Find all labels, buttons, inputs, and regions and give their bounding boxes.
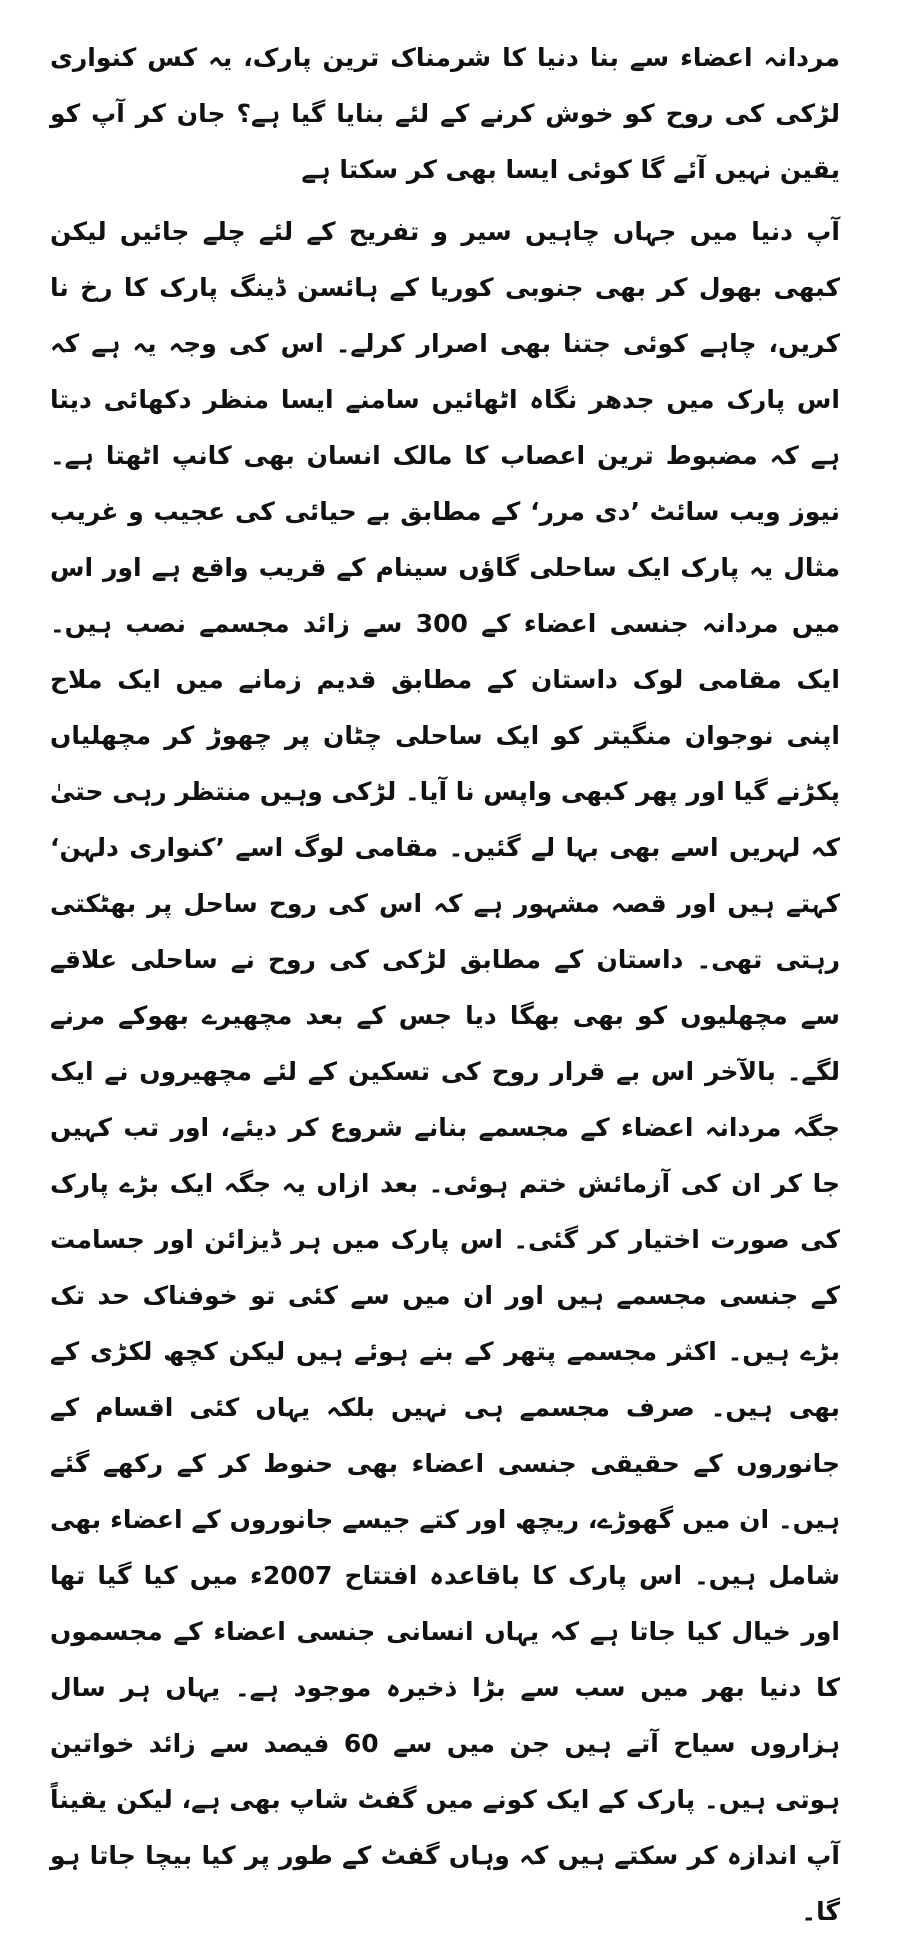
article-headline: مردانہ اعضاء سے بنا دنیا کا شرمناک ترین پارک، یہ کس کنواری لڑکی کی روح کو خوش کرنے کے لئے بنایا گیا ہے؟ جان کر آپ کو یقین نہیں آئے گا کوئی ایسا بھی کر سکتا ہے (50, 43, 840, 184)
article (50, 30, 840, 1940)
article-body: آپ دنیا میں جہاں چاہیں سیر و تفریح کے لئے چلے جائیں لیکن کبھی بھول کر بھی جنوبی کوریا کے ہائسن ڈینگ پارک کا رخ نا کریں، چاہے کوئی جتنا بھی اصرار کرلے۔ اس کی وجہ یہ ہے کہ اس پارک میں جدھر نگاہ اٹھائیں سامنے ایسا منظر دکھائی دیتا ہے کہ مضبوط ترین اعصاب کا مالک انسان بھی کانپ اٹھتا ہے۔ نیوز ویب سائٹ ’دی مرر‘ کے مطابق بے حیائی کی عجیب و غریب مثال یہ پارک ایک ساحلی گاؤں سینام کے قریب واقع ہے اور اس میں مردانہ جنسی اعضاء کے 300 سے زائد مجسمے نصب ہیں۔ ایک مقامی لوک داستان کے مطابق قدیم زمانے میں ایک ملاح اپنی نوجوان منگیتر کو ایک ساحلی چٹان پر چھوڑ کر مچھلیاں پکڑنے گیا اور پھر کبھی واپس نا آیا۔ لڑکی وہیں منتظر رہی حتیٰ کہ لہریں اسے بھی بہا لے گئیں۔ مقامی لوگ اسے ’کنواری دلہن‘ کہتے ہیں اور قصہ مشہور ہے کہ اس کی روح ساحل پر بھٹکتی رہتی تھی۔ داستان کے مطابق لڑکی کی روح نے ساحلی علاقے سے مچھلیوں کو بھی بھگا دیا جس کے بعد مچھیرے بھوکے مرنے لگے۔ بالآخر اس بے قرار روح کی تسکین کے لئے مچھیروں نے ایک جگہ مردانہ اعضاء کے مجسمے بنانے شروع کر دیئے، اور تب کہیں جا کر ان کی آزمائش ختم ہوئی۔ بعد ازاں یہ جگہ ایک بڑے پارک کی صورت اختیار کر گئی۔ اس پارک میں ہر ڈیزائن اور جسامت کے جنسی مجسمے ہیں اور ان میں سے کئی تو خوفناک حد تک بڑے ہیں۔ اکثر مجسمے پتھر کے بنے ہوئے ہیں لیکن کچھ لکڑی کے بھی ہیں۔ صرف مجسمے ہی نہیں بلکہ یہاں کئی اقسام کے جانوروں کے حقیقی جنسی اعضاء بھی حنوط کر کے رکھے گئے ہیں۔ ان میں گھوڑے، ریچھ اور کتے جیسے جانوروں کے اعضاء بھی شامل ہیں۔ اس پارک کا باقاعدہ افتتاح 2007ء میں کیا گیا تھا اور خیال کیا جاتا ہے کہ یہاں انسانی جنسی اعضاء کے مجسموں کا دنیا بھر میں سب سے بڑا ذخیرہ موجود ہے۔ یہاں ہر سال ہزاروں سیاح آتے ہیں جن میں سے 60 فیصد سے زائد خواتین ہوتی ہیں۔ پارک کے ایک کونے میں گفٹ شاپ بھی ہے، لیکن یقیناً آپ اندازہ کر سکتے ہیں کہ وہاں گفٹ کے طور پر کیا بیچا جاتا ہو گا۔ (50, 217, 841, 1926)
